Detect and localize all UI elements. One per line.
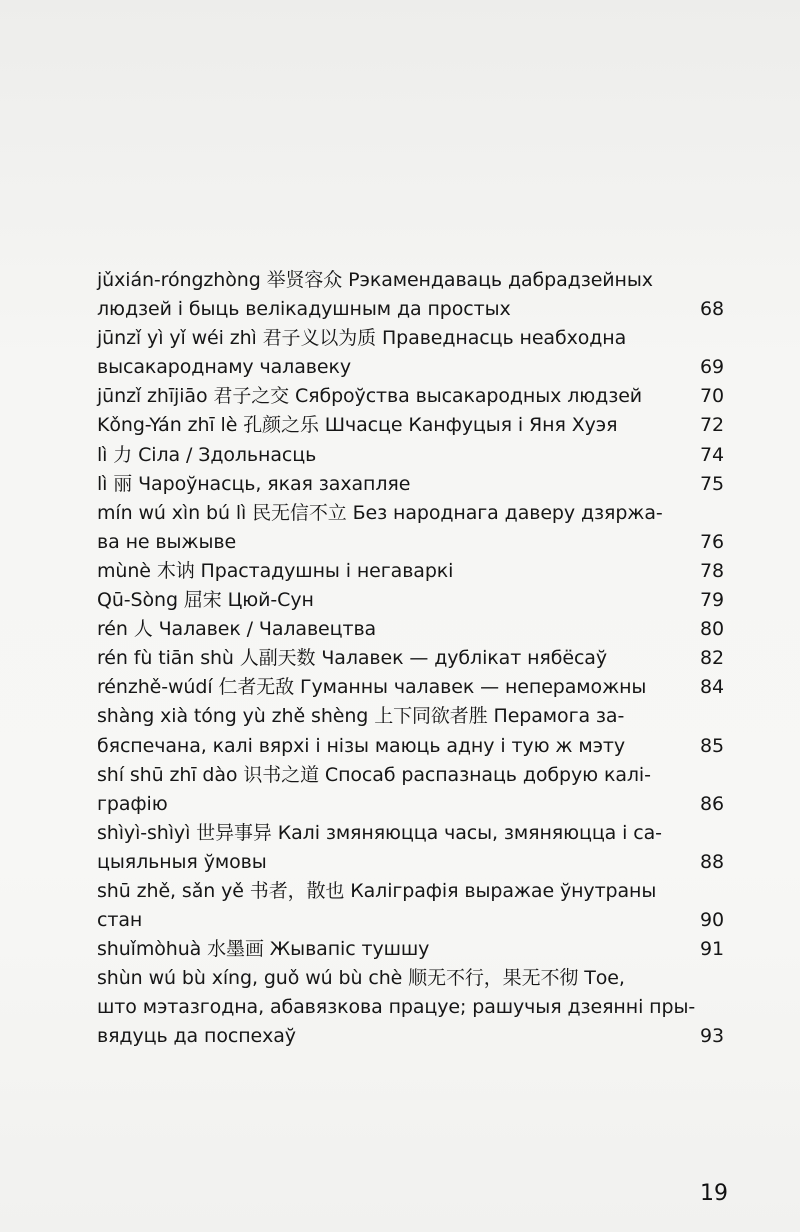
entry-line: ва не выжыве: [97, 530, 237, 553]
entry-page-number: 86: [700, 792, 724, 815]
entry-text: [97, 441, 671, 470]
entry-page-number: 70: [700, 385, 724, 408]
index-list: [97, 266, 737, 1052]
entry-page-number: 91: [700, 938, 724, 961]
entry-line: што мэтазгодна, абавязкова працуе; рашучыя дзеянні пры-: [97, 996, 696, 1019]
index-entry: [97, 702, 737, 760]
entry-line: jǔxián-róngzhòng 举贤容众 Рэкамендаваць дабрадзейных: [97, 269, 653, 291]
index-entry: [97, 324, 737, 382]
entry-text: [97, 411, 671, 440]
entry-page-number: 76: [700, 530, 724, 553]
index-entry: [97, 615, 737, 644]
index-entry: [97, 644, 737, 673]
index-entry: [97, 411, 737, 440]
entry-page-number: 90: [700, 909, 724, 932]
entry-line: цыяльныя ўмовы: [97, 850, 267, 873]
entry-text: [97, 324, 671, 382]
index-entry: [97, 761, 737, 819]
entry-line: бяспечана, калі вярхі і нізы маюць адну і тую ж мэту: [97, 734, 626, 757]
entry-page-number: 93: [700, 1025, 724, 1048]
entry-line: shàng xià tóng yù zhě shèng 上下同欲者胜 Перамога за-: [97, 705, 625, 728]
entry-line: shìyì-shìyì 世异事异 Калі змяняюцца часы, змяняюцца і са-: [97, 821, 662, 844]
entry-line: rén 人 Чалавек / Чалавецтва: [97, 618, 377, 641]
index-entry: [97, 964, 737, 1051]
entry-line: высакароднаму чалавеку: [97, 356, 351, 379]
entry-text: [97, 586, 671, 615]
entry-line: rén fù tiān shù 人副天数 Чалавек — дублікат нябёсаў: [97, 647, 607, 670]
entry-page-number: 78: [700, 559, 724, 582]
entry-text: [97, 877, 671, 935]
entry-page-number: 84: [700, 676, 724, 699]
entry-line: стан: [97, 909, 143, 932]
entry-text: [97, 615, 671, 644]
index-entry: [97, 266, 737, 324]
entry-page-number: 75: [700, 472, 724, 495]
entry-line: lì 丽 Чароўнасць, якая захапляе: [97, 472, 411, 495]
entry-line: Kǒng-Yán zhī lè 孔颜之乐 Шчасце Канфуцыя і Яня Хуэя: [97, 414, 618, 437]
entry-line: jūnzǐ yì yǐ wéi zhì 君子义以为质 Праведнасць неабходна: [97, 327, 627, 350]
entry-line: mín wú xìn bú lì 民无信不立 Без народнага даверу дзяржа-: [97, 501, 663, 524]
entry-line: shùn wú bù xíng, guǒ wú bù chè 顺无不行，果无不彻 Тое,: [97, 967, 625, 990]
entry-page-number: 79: [700, 589, 724, 612]
entry-page-number: 72: [700, 414, 724, 437]
index-entry: [97, 557, 737, 586]
entry-text: [97, 761, 671, 819]
entry-text: [97, 382, 671, 411]
entry-line: shuǐmòhuà 水墨画 Жывапіс тушшу: [97, 938, 430, 961]
entry-page-number: 85: [700, 734, 724, 757]
entry-line: shí shū zhī dào 识书之道 Спосаб распазнаць добрую калі-: [97, 763, 651, 786]
entry-line: вядуць да поспехаў: [97, 1025, 296, 1048]
index-entry: [97, 877, 737, 935]
entry-text: [97, 702, 671, 760]
index-entry: [97, 819, 737, 877]
entry-page-number: 68: [700, 298, 724, 321]
entry-text: [97, 935, 671, 964]
entry-text: [97, 470, 671, 499]
entry-line: mùnè 木讷 Прастадушны і негаваркі: [97, 559, 454, 582]
index-entry: [97, 470, 737, 499]
entry-text: [97, 964, 696, 1051]
index-entry: [97, 935, 737, 964]
index-entry: [97, 499, 737, 557]
index-entry: [97, 673, 737, 702]
entry-line: shū zhě, sǎn yě 书者，散也 Каліграфія выражае ўнутраны: [97, 879, 657, 902]
entry-line: Qū-Sòng 屈宋 Цюй-Сун: [97, 589, 314, 612]
index-entry: [97, 441, 737, 470]
page-number: 19: [700, 1181, 728, 1206]
entry-page-number: 88: [700, 850, 724, 873]
entry-page-number: 80: [700, 618, 724, 641]
entry-text: [97, 557, 671, 586]
entry-line: графію: [97, 792, 168, 815]
entry-line: rénzhě-wúdí 仁者无敌 Гуманны чалавек — непераможны: [97, 676, 647, 699]
entry-line: jūnzǐ zhījiāo 君子之交 Сяброўства высакародных людзей: [97, 385, 643, 408]
entry-line: lì 力 Сіла / Здольнасць: [97, 443, 317, 466]
entry-page-number: 69: [700, 356, 724, 379]
entry-text: [97, 819, 671, 877]
index-entry: [97, 586, 737, 615]
index-entry: [97, 382, 737, 411]
entry-text: [97, 644, 671, 673]
entry-page-number: 74: [700, 443, 724, 466]
entry-line: людзей і быць велікадушным да простых: [97, 298, 511, 321]
entry-text: [97, 266, 671, 324]
entry-text: [97, 499, 671, 557]
entry-text: [97, 673, 671, 702]
entry-page-number: 82: [700, 647, 724, 670]
